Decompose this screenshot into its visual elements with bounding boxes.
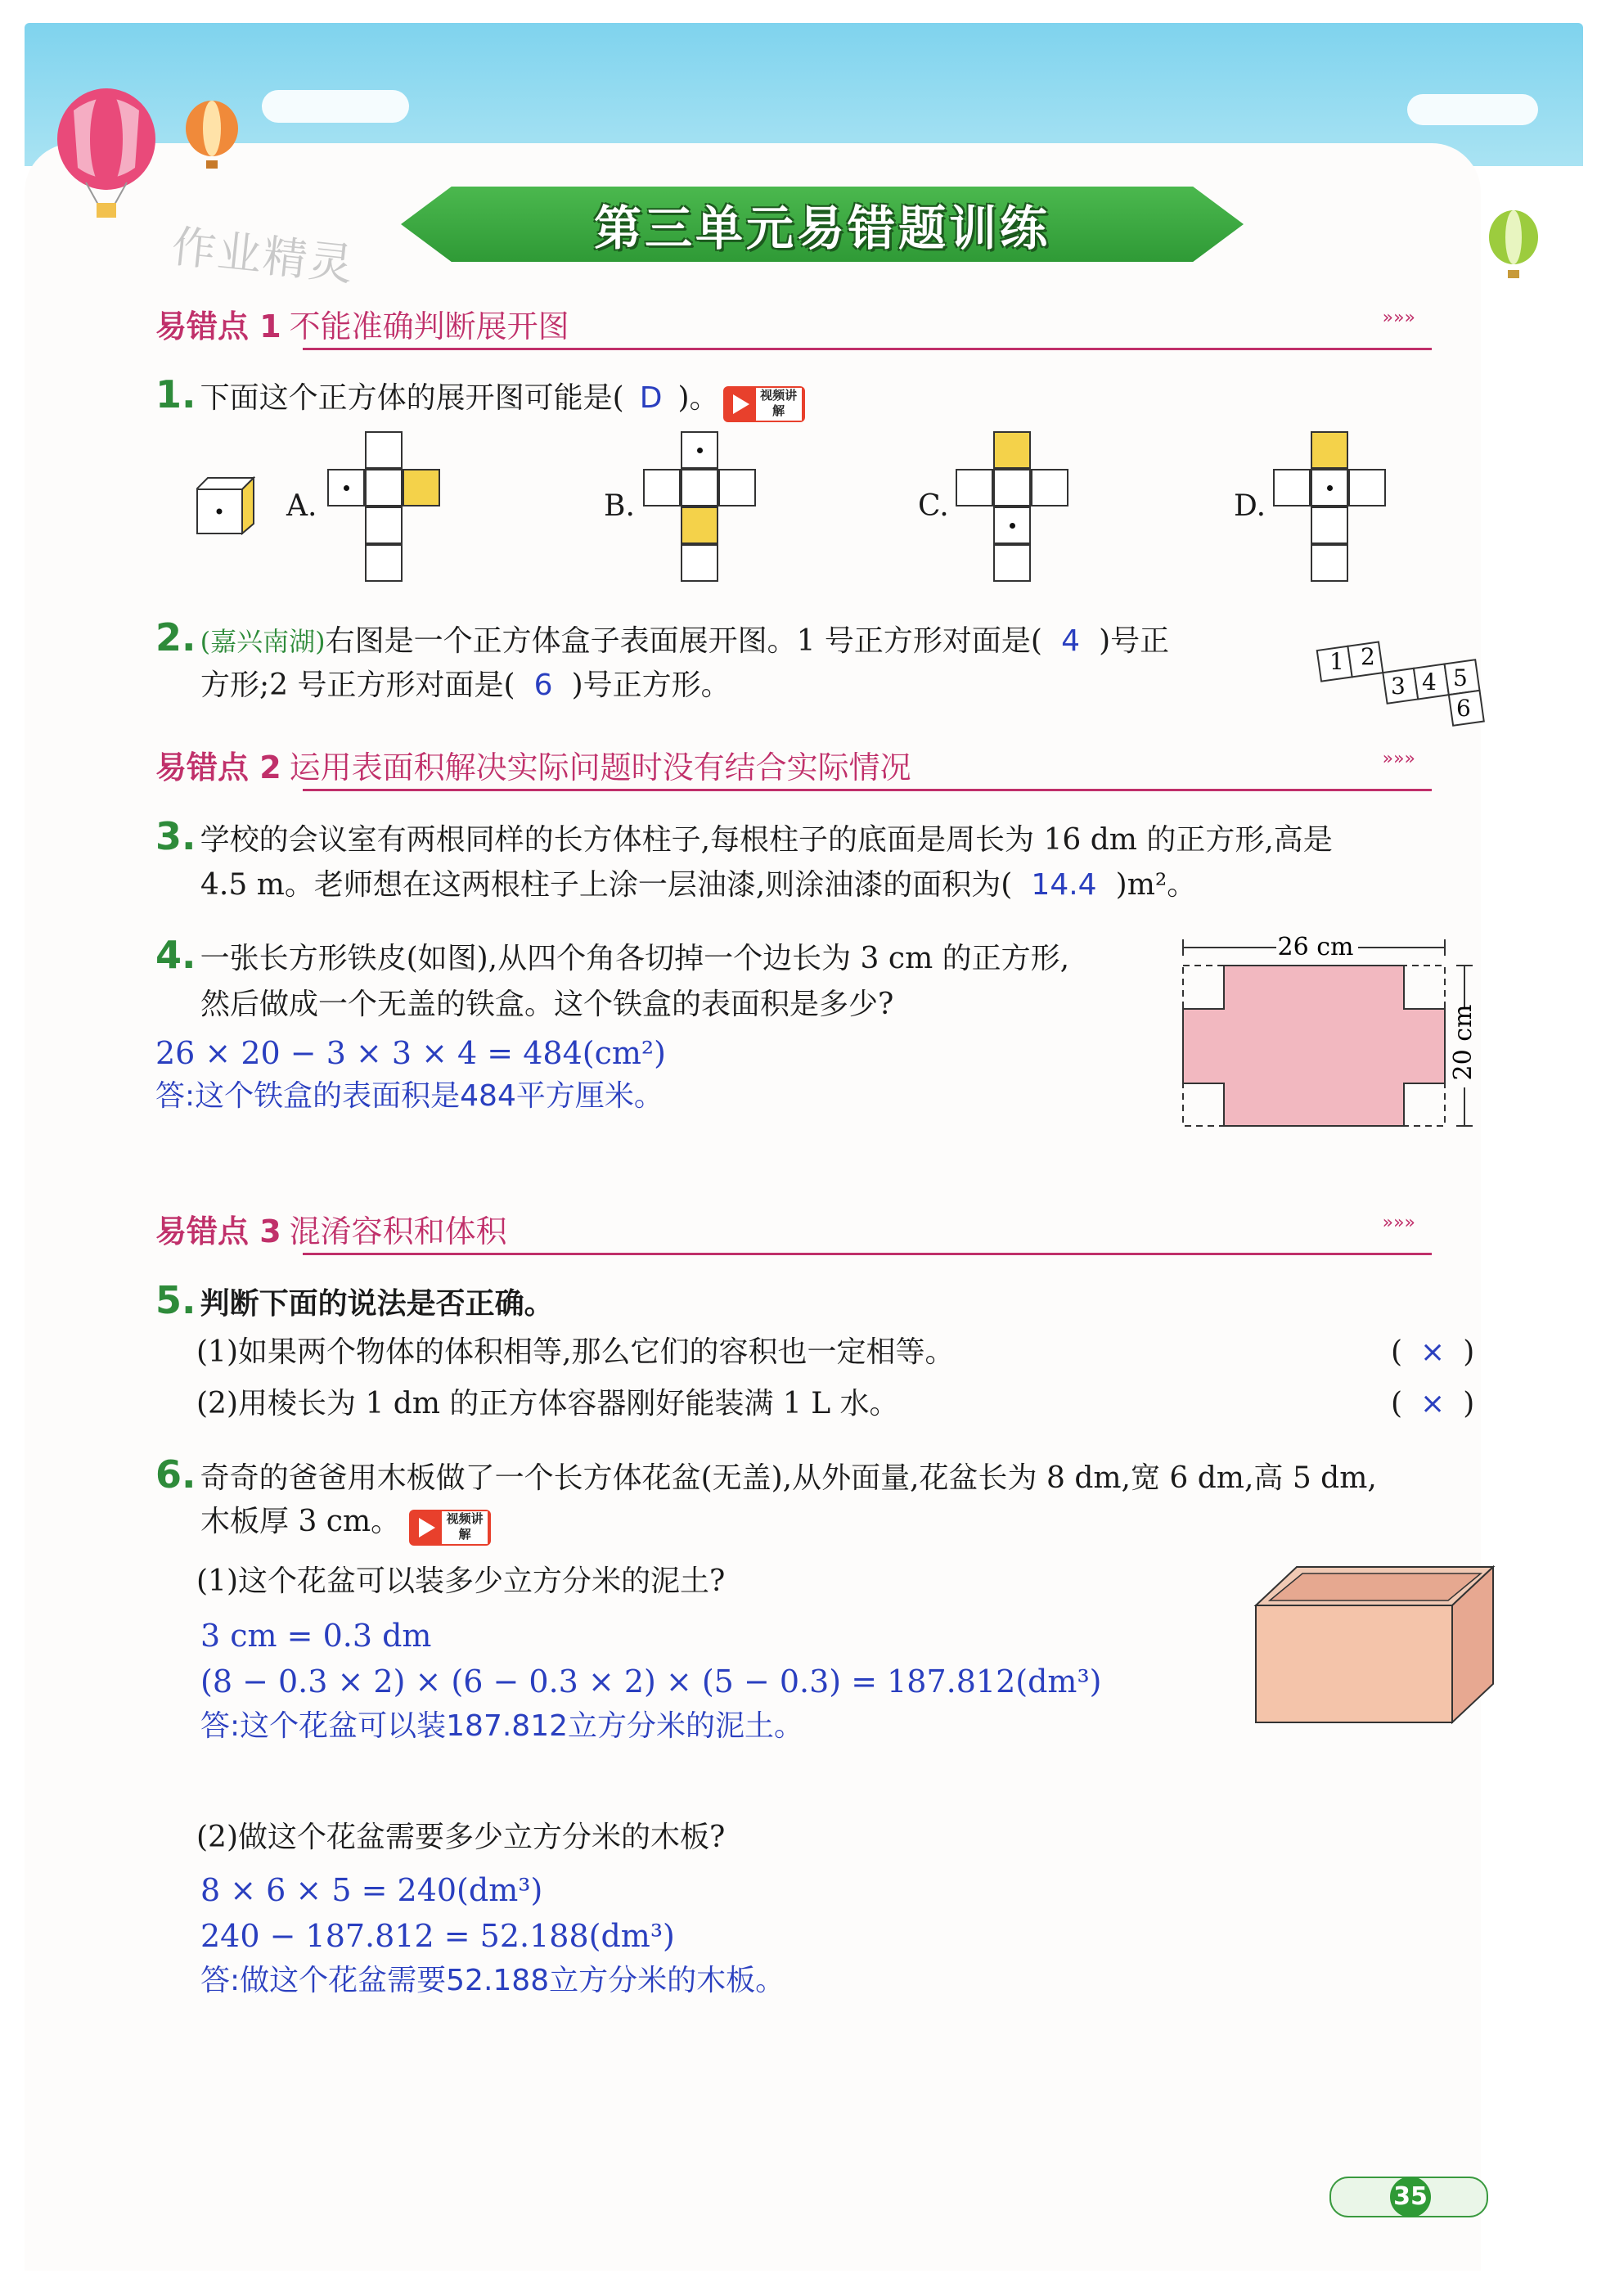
question-6-line2: 木板厚 3 cm。 视频讲解 (200, 1507, 491, 1546)
hot-air-balloon-icon (49, 86, 164, 225)
sub-question-1: (1)这个花盆可以装多少立方分米的泥土? (196, 1564, 726, 1598)
question-5: 5. 判断下面的说法是否正确。 (155, 1278, 554, 1322)
question-4: 4. 一张长方形铁皮(如图),从四个角各切掉一个边长为 3 cm 的正方形, (155, 933, 1070, 977)
section-heading-1: 易错点 1 不能准确判断展开图 »»» (155, 301, 1448, 350)
work-line: 26 × 20 − 3 × 3 × 4 = 484(cm²) (155, 1035, 666, 1071)
chevron-icon: »»» (1382, 1213, 1415, 1233)
answer-line: 答:做这个花盆需要52.188立方分米的木板。 (200, 1964, 785, 1997)
cloud-decoration (1407, 94, 1538, 125)
page-title: 第三单元易错题训练 (593, 200, 1050, 256)
net-label: 5 (1453, 664, 1468, 691)
answer: × (1420, 1335, 1446, 1369)
cloud-decoration (262, 90, 409, 123)
video-lesson-button[interactable]: 视频讲解 (723, 386, 805, 422)
hot-air-balloon-icon (1485, 209, 1542, 286)
question-3-line2: 4.5 m。老师想在这两根柱子上涂一层油漆,则涂油漆的面积为( 14.4 )m²。 (200, 868, 1197, 902)
option-label-a: A. (286, 489, 317, 523)
answer: 6 (533, 669, 553, 702)
watermark: 作业精灵 (169, 220, 358, 291)
net-option-c[interactable] (956, 431, 1070, 587)
hot-air-balloon-icon (182, 100, 243, 173)
work-line: (8 − 0.3 × 2) × (6 − 0.3 × 2) × (5 − 0.3) = 187.812(dm³) (200, 1663, 1102, 1699)
answer: 4 (1061, 624, 1080, 658)
option-label-c: C. (918, 489, 949, 523)
answer: D (639, 381, 663, 415)
work-line: 240 − 187.812 = 52.188(dm³) (200, 1918, 675, 1954)
net-option-a[interactable] (327, 431, 442, 587)
answer-line: 答:这个花盆可以装187.812立方分米的泥土。 (200, 1709, 803, 1743)
option-label-d: D. (1234, 489, 1266, 523)
flower-pot-box-figure (1252, 1563, 1497, 1727)
judgement-bracket: ( × ) (1391, 1335, 1475, 1369)
net-option-b[interactable] (643, 431, 758, 587)
dimension-width: 26 cm (1277, 933, 1354, 961)
answer-line: 答:这个铁盒的表面积是484平方厘米。 (155, 1079, 664, 1113)
net-option-d[interactable] (1273, 431, 1388, 587)
section-heading-2: 易错点 2 运用表面积解决实际问题时没有结合实际情况 »»» (155, 742, 1448, 791)
numbered-net-figure (1313, 622, 1501, 728)
cube-figure (196, 476, 255, 535)
page-number: 35 (1390, 2177, 1431, 2217)
page-title-banner (401, 187, 1244, 262)
net-label: 6 (1456, 695, 1471, 722)
sub-question-2: (2)做这个花盆需要多少立方分米的木板? (196, 1821, 726, 1854)
chevron-icon: »»» (1382, 749, 1415, 769)
page-number-badge (1329, 2177, 1488, 2217)
question-2: 2. (嘉兴南湖)右图是一个正方体盒子表面展开图。1 号正方形对面是( 4 )号正 (155, 615, 1170, 660)
dimension-height: 20 cm (1449, 1004, 1478, 1081)
work-line: 8 × 6 × 5 = 240(dm³) (200, 1872, 543, 1908)
section-heading-3: 易错点 3 混淆容积和体积 »»» (155, 1206, 1448, 1255)
question-1: 1. 下面这个正方体的展开图可能是( D )。 视频讲解 (155, 372, 805, 422)
question-3: 3. 学校的会议室有两根同样的长方体柱子,每根柱子的底面是周长为 16 dm 的正方形,高是 (155, 814, 1333, 858)
answer: 14.4 (1031, 868, 1097, 902)
net-label: 4 (1422, 669, 1437, 696)
video-lesson-button[interactable]: 视频讲解 (409, 1510, 491, 1546)
net-label: 2 (1361, 643, 1375, 670)
question-4-line2: 然后做成一个无盖的铁盒。这个铁盒的表面积是多少? (200, 988, 894, 1021)
work-line: 3 cm = 0.3 dm (200, 1618, 432, 1654)
question-6: 6. 奇奇的爸爸用木板做了一个长方体花盆(无盖),从外面量,花盆长为 8 dm,宽 6 dm,高 5 dm, (155, 1452, 1377, 1497)
judgement-item: (2)用棱长为 1 dm 的正方体容器刚好能装满 1 L 水。 (196, 1387, 899, 1420)
net-label: 3 (1391, 673, 1406, 700)
judgement-item: (1)如果两个物体的体积相等,那么它们的容积也一定相等。 (196, 1335, 955, 1369)
chevron-icon: »»» (1382, 308, 1415, 328)
answer: × (1420, 1387, 1446, 1420)
tin-sheet-figure (1170, 931, 1514, 1136)
judgement-bracket: ( × ) (1391, 1387, 1475, 1420)
option-label-b: B. (604, 489, 635, 523)
net-label: 1 (1329, 648, 1344, 675)
question-2-line2: 方形;2 号正方形对面是( 6 )号正方形。 (200, 669, 731, 702)
